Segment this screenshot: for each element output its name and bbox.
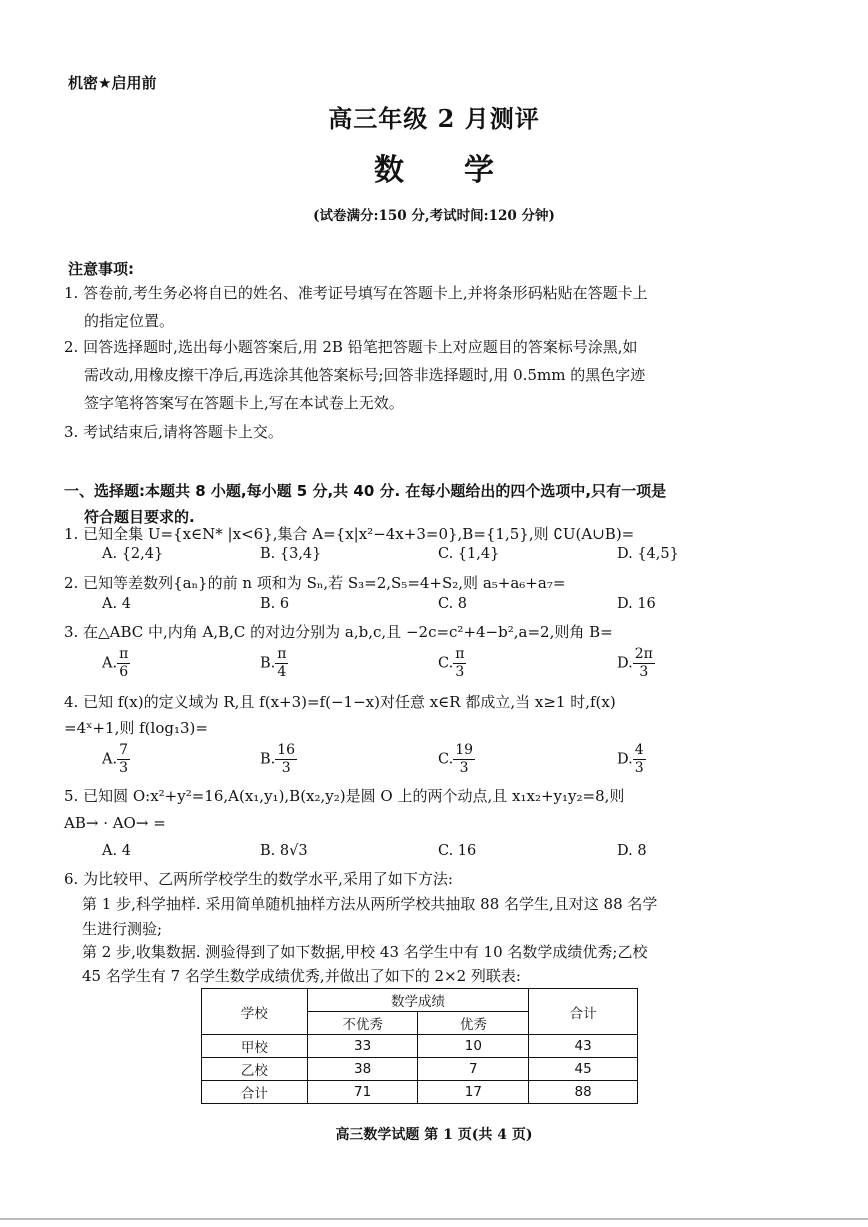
fraction [453,646,466,681]
denominator: 6 [119,664,129,680]
question-1-options [102,546,762,572]
denominator: 3 [459,760,469,776]
note-3 [64,418,776,446]
option-d: D. 16 [617,596,656,612]
table-row [202,1035,638,1058]
option-a: A. 4 [102,843,131,859]
option-c [438,646,466,681]
exam-info: (试卷满分:150 分,考试时间:120 分钟) [313,208,555,224]
table-cell: 71 [307,1081,418,1104]
header-excellent: 优秀 [418,1012,529,1035]
option-b: B. 6 [260,596,290,612]
question-6-line: 生进行测验; [82,920,163,938]
question-1-stem: 1. 已知全集 U={x∈N* |x<6},集合 A={x|x²−4x+3=0},B={1,5},则 ∁U(A∪B)= [64,525,635,543]
numerator: 4 [634,742,644,758]
fraction [117,742,130,777]
denominator: 3 [281,760,291,776]
option-label: B. [260,751,276,768]
option-d [617,646,655,681]
denominator: 3 [119,760,129,776]
note-2-line: 需改动,用橡皮擦干净后,再选涂其他答案标号;回答非选择题时,用 0.5mm 的黑色字迹 [84,366,646,384]
header-not-excellent: 不优秀 [307,1012,418,1035]
option-c [438,742,475,777]
table-cell: 88 [529,1081,638,1104]
option-label: D. [617,655,633,672]
note-1-line: 的指定位置。 [84,312,175,330]
question-6-line: 第 2 步,收集数据. 测验得到了如下数据,甲校 43 名学生中有 10 名数学成绩优秀;乙校 [82,943,648,961]
confidential-mark: 机密★启用前 [68,74,157,92]
question-2-stem: 2. 已知等差数列{aₙ}的前 n 项和为 Sₙ,若 S₃=2,S₅=4+S₂,则 a₅+a₆+a₇= [64,574,566,592]
header-school: 学校 [202,989,308,1035]
table-cell: 38 [307,1058,418,1081]
question-3-stem: 3. 在△ABC 中,内角 A,B,C 的对边分别为 a,b,c,且 −2c=c²+4−b²,a=2,则角 B= [64,623,613,641]
note-2 [64,333,776,417]
note-1-line: 1. 答卷前,考生务必将自已的姓名、准考证号填写在答题卡上,并将条形码粘贴在答题卡上 [64,284,648,302]
option-b: B. 8√3 [260,843,308,859]
denominator: 3 [639,664,649,680]
table-cell: 合计 [202,1081,308,1104]
option-c: C. 8 [438,596,468,612]
numerator: π [455,646,465,662]
table-cell: 43 [529,1035,638,1058]
page-footer: 高三数学试题 第 1 页(共 4 页) [335,1127,533,1143]
option-d [617,742,646,777]
question-4-options [102,742,762,786]
question-6-line: 6. 为比较甲、乙两所学校学生的数学水平,采用了如下方法: [64,870,453,888]
subject-title: 数学 [374,153,554,188]
option-label: C. [438,751,454,768]
denominator: 4 [277,664,287,680]
table-cell: 甲校 [202,1035,308,1058]
fraction [117,646,130,681]
question-5-stem-cont: AB→ · AO→ = [64,814,166,832]
numerator: 7 [119,742,129,758]
table-cell: 10 [418,1035,529,1058]
numerator: π [277,646,287,662]
option-label: A. [102,751,118,768]
header-math-score: 数学成绩 [307,989,528,1012]
question-4-stem: 4. 已知 f(x)的定义域为 R,且 f(x+3)=f(−1−x)对任意 x∈R 都成立,当 x≥1 时,f(x) [64,693,616,711]
numerator: 2π [634,646,653,662]
bottom-divider [0,1218,868,1220]
note-2-line: 2. 回答选择题时,选出每小题答案后,用 2B 铅笔把答题卡上对应题目的答案标号涂黑,如 [64,338,638,356]
numerator: 16 [277,742,296,758]
option-b [260,646,288,681]
option-a: A. {2,4} [102,546,164,562]
option-label: A. [102,655,118,672]
section-1-line: 符合题目要求的. [84,508,195,526]
option-b: B. {3,4} [260,546,322,562]
fraction [633,646,655,681]
question-6-line: 45 名学生有 7 名学生数学成绩优秀,并做出了如下的 2×2 列联表: [82,967,521,985]
table-cell: 33 [307,1035,418,1058]
note-2-line: 签字笔将答案写在答题卡上,写在本试卷上无效。 [84,394,404,412]
section-1-line: 一、选择题:本题共 8 小题,每小题 5 分,共 40 分. 在每小题给出的四个选项中,只有一项是 [64,482,667,500]
table-row [202,1081,638,1104]
option-d: D. 8 [617,843,647,859]
exam-title: 高三年级 2 月测评 [328,104,540,133]
denominator: 3 [455,664,465,680]
option-a [102,742,130,777]
question-6-line: 第 1 步,科学抽样. 采用简单随机抽样方法从两所学校共抽取 88 名学生,且对这 88 名学 [82,895,658,913]
option-label: B. [260,655,276,672]
header-total: 合计 [529,989,638,1035]
notes-title: 注意事项: [68,260,134,278]
note-3-line: 3. 考试结束后,请将答题卡上交。 [64,423,283,441]
option-c: C. 16 [438,843,477,859]
numerator: π [119,646,129,662]
option-d: D. {4,5} [617,546,679,562]
table-cell: 乙校 [202,1058,308,1081]
table-row [202,1058,638,1081]
option-a: A. 4 [102,596,131,612]
question-5-stem: 5. 已知圆 O:x²+y²=16,A(x₁,y₁),B(x₂,y₂)是圆 O 上的两个动点,且 x₁x₂+y₁y₂=8,则 [64,787,625,805]
table-cell: 17 [418,1081,529,1104]
fraction [275,646,288,681]
denominator: 3 [634,760,644,776]
option-label: C. [438,655,454,672]
fraction [275,742,297,777]
contingency-table [201,988,638,1104]
table-cell: 7 [418,1058,529,1081]
numerator: 19 [455,742,474,758]
question-3-options [102,646,762,690]
fraction [453,742,475,777]
table-cell: 45 [529,1058,638,1081]
option-label: D. [617,751,633,768]
option-c: C. {1,4} [438,546,500,562]
option-a [102,646,130,681]
note-1 [64,279,776,335]
question-4-stem-cont: =4ˣ+1,则 f(log₁3)= [64,719,208,737]
fraction [633,742,646,777]
option-b [260,742,297,777]
